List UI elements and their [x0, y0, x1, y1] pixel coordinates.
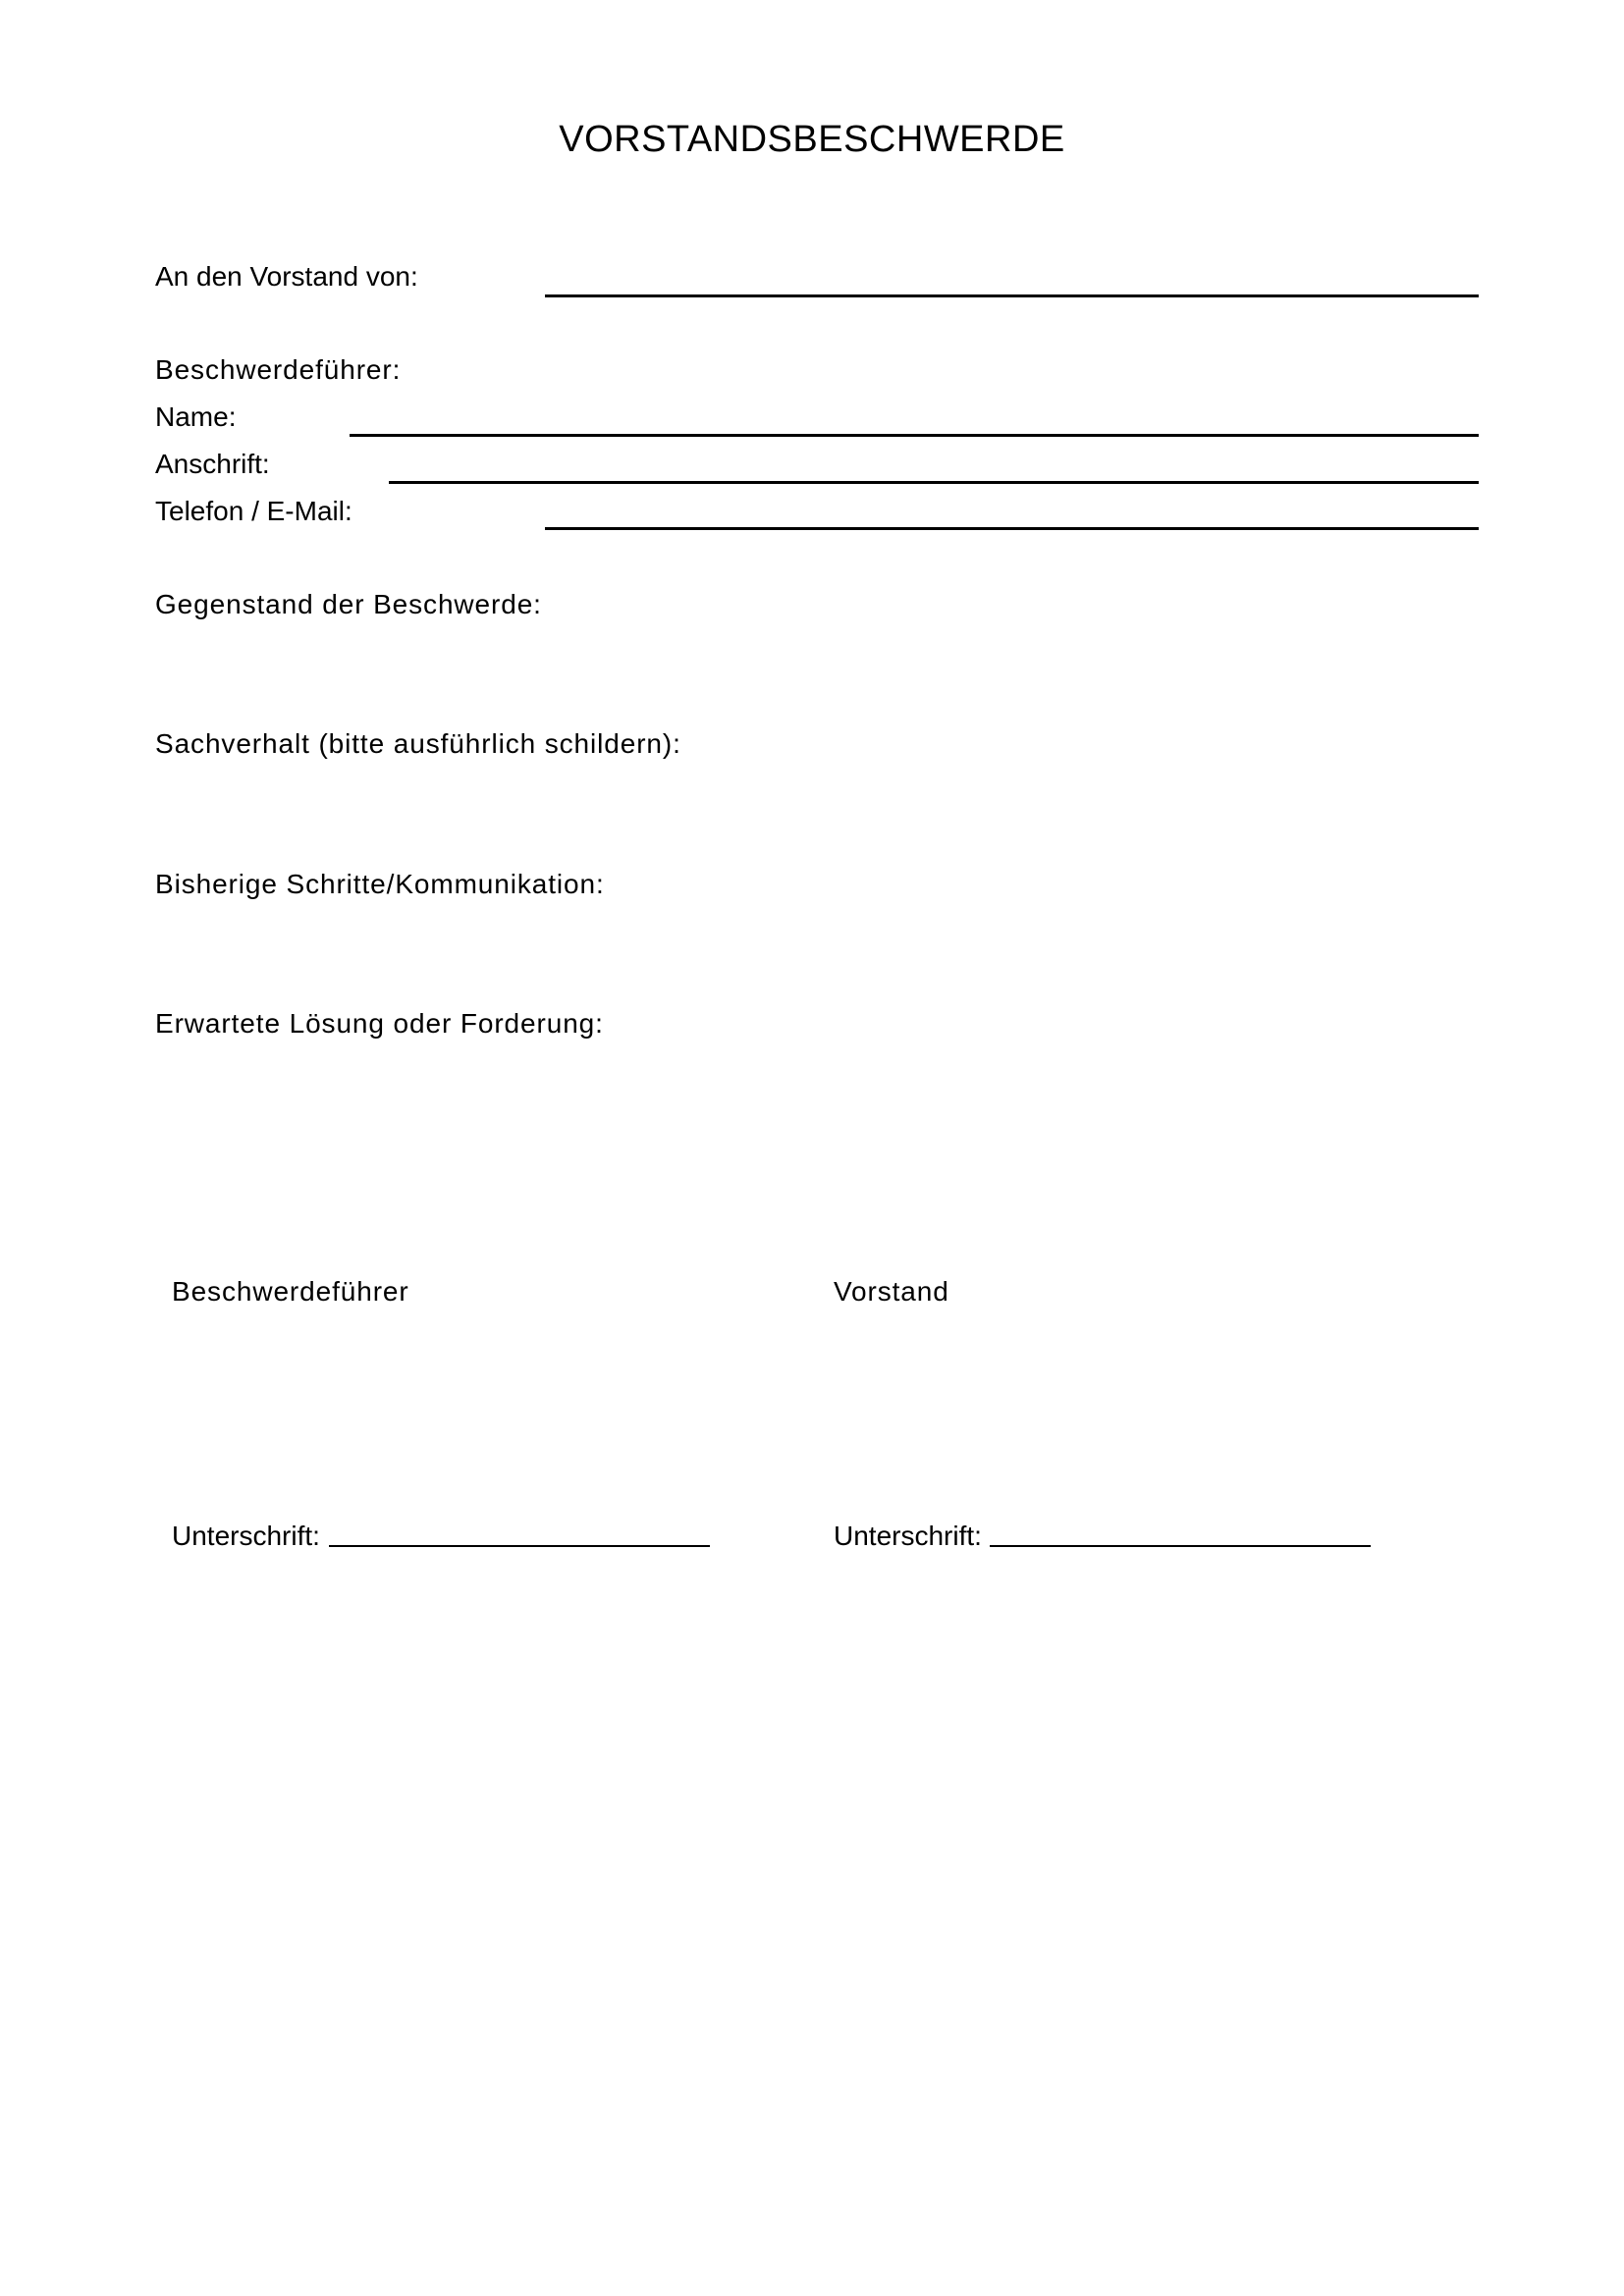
name-label: Name:: [155, 401, 237, 432]
addressee-field-line[interactable]: [545, 294, 1479, 297]
name-field-line[interactable]: [350, 434, 1479, 437]
address-label: Anschrift:: [155, 449, 270, 479]
complainant-signature-line[interactable]: [329, 1545, 710, 1547]
board-signature-party: Vorstand: [834, 1276, 949, 1307]
previous-steps-label: Bisherige Schritte/Kommunikation:: [155, 869, 605, 899]
contact-label: Telefon / E-Mail:: [155, 496, 352, 526]
addressee-label: An den Vorstand von:: [155, 261, 418, 292]
subject-label: Gegenstand der Beschwerde:: [155, 589, 542, 619]
document-title: VORSTANDSBESCHWERDE: [559, 119, 1065, 160]
contact-field-line[interactable]: [545, 527, 1479, 530]
board-signature-line[interactable]: [990, 1545, 1371, 1547]
complainant-heading: Beschwerdeführer:: [155, 354, 402, 385]
board-signature-label: Unterschrift:: [834, 1521, 982, 1551]
complainant-signature-label: Unterschrift:: [172, 1521, 320, 1551]
facts-label: Sachverhalt (bitte ausführlich schildern):: [155, 728, 681, 759]
complainant-signature-party: Beschwerdeführer: [172, 1276, 409, 1307]
expected-solution-label: Erwartete Lösung oder Forderung:: [155, 1008, 604, 1039]
address-field-line[interactable]: [389, 481, 1479, 484]
